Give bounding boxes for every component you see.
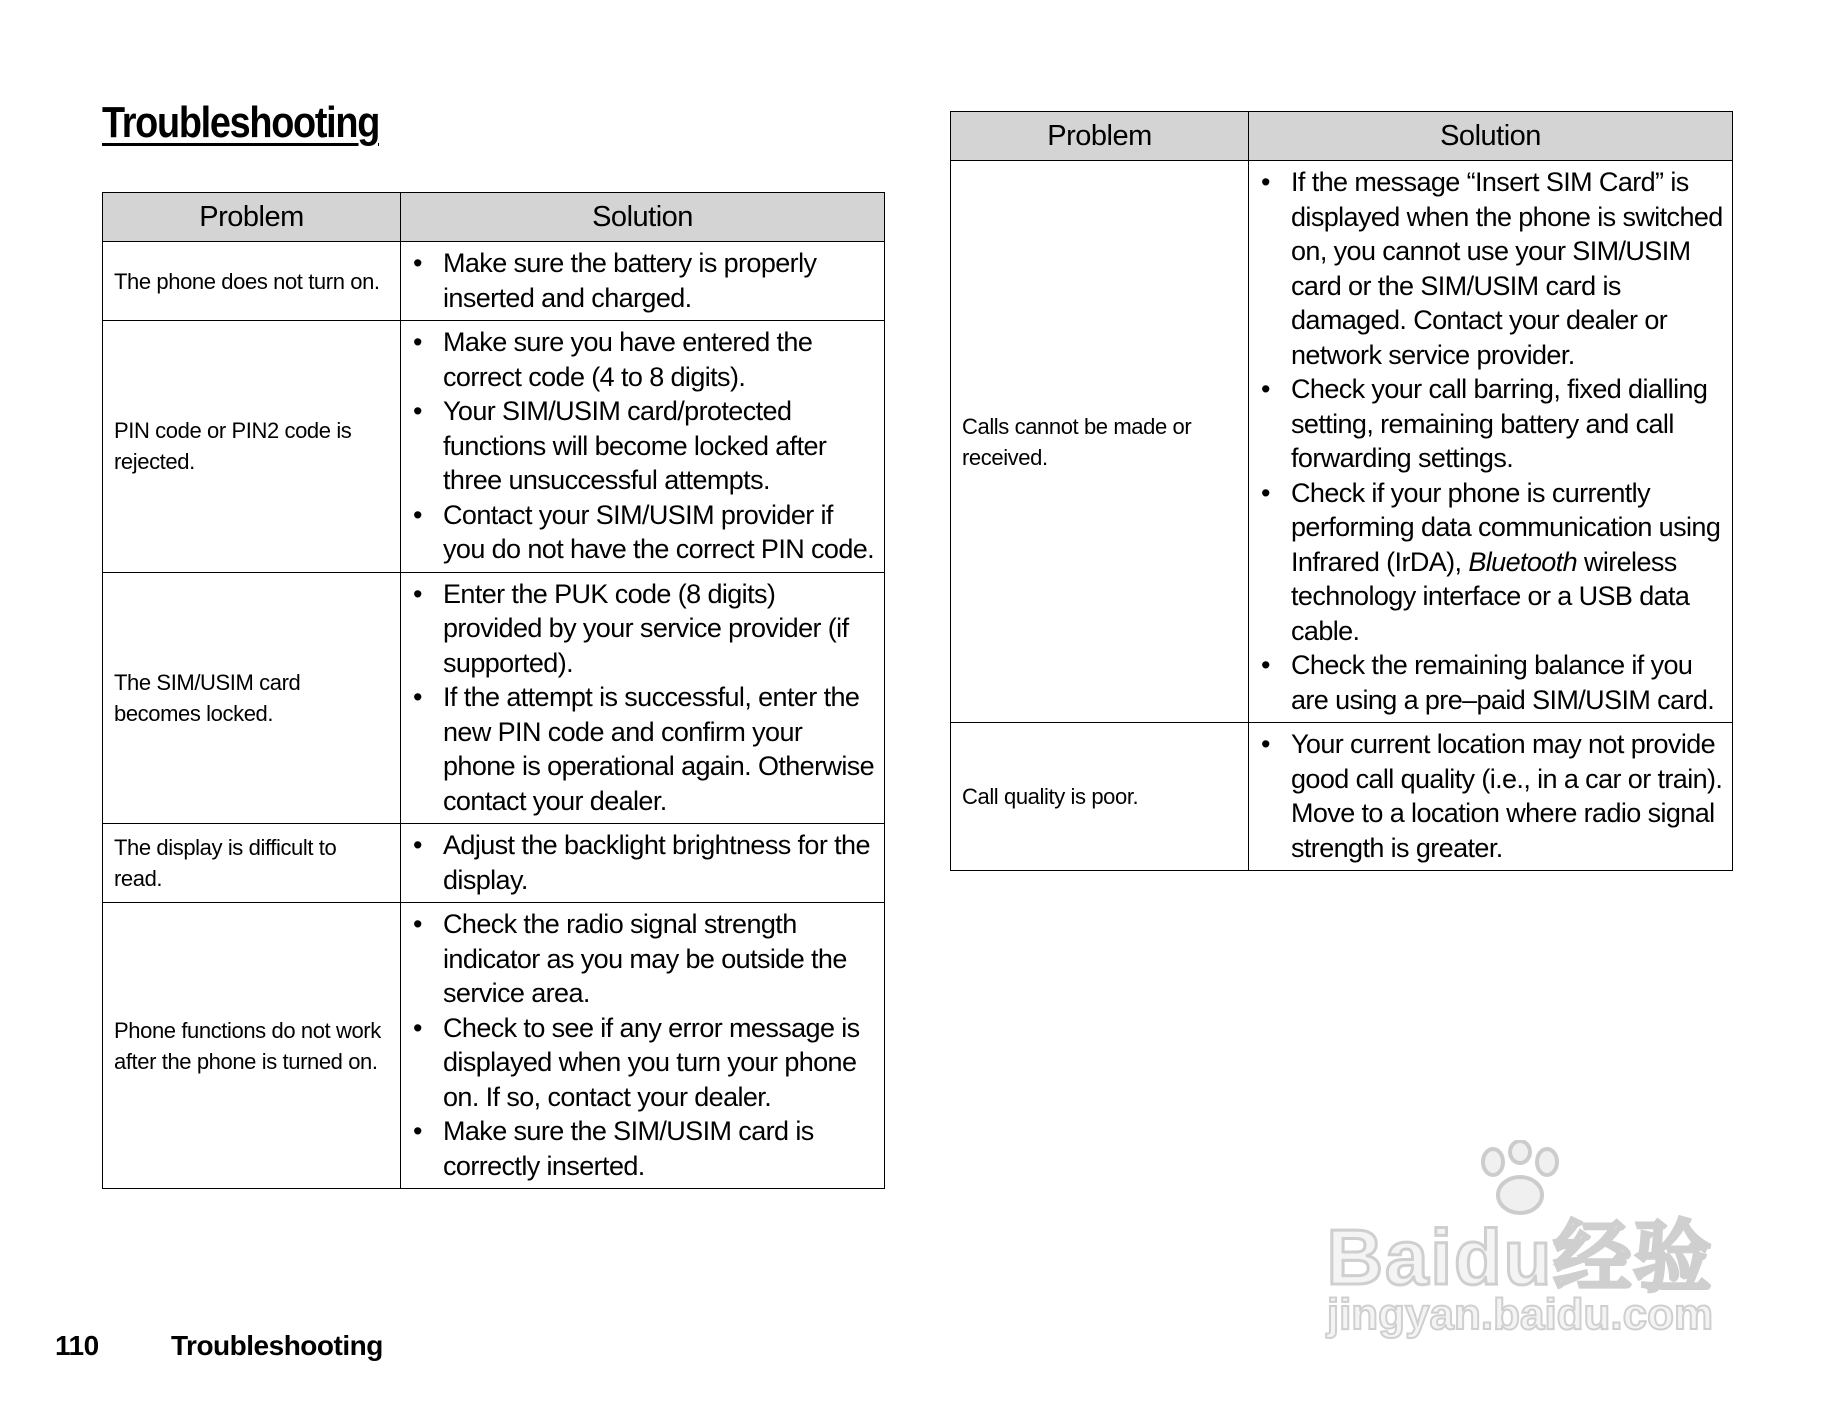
bluetooth-term: Bluetooth	[1468, 546, 1578, 577]
footer-section-title: Troubleshooting	[171, 1330, 383, 1361]
baidu-watermark	[1300, 1140, 1740, 1350]
table-row	[951, 723, 1733, 871]
table-row	[103, 321, 885, 573]
table-row	[103, 242, 885, 321]
problem-cell: Calls cannot be made or received.	[951, 161, 1249, 723]
problem-cell: Call quality is poor.	[951, 723, 1249, 871]
solution-list	[1259, 727, 1724, 865]
solution-item: • Make sure the SIM/USIM card is correctly inserted.	[411, 1114, 876, 1183]
solution-list	[1259, 165, 1724, 717]
watermark-logo-text: Baidu经验	[1326, 1213, 1714, 1301]
problem-cell: Phone functions do not work after the phone is turned on.	[103, 903, 401, 1189]
problem-column-header: Problem	[951, 112, 1249, 161]
solution-cell	[1249, 723, 1733, 871]
solution-cell	[401, 321, 885, 573]
solution-cell	[401, 903, 885, 1189]
solution-list	[411, 828, 876, 897]
table-row	[103, 903, 885, 1189]
problem-cell: PIN code or PIN2 code is rejected.	[103, 321, 401, 573]
solution-cell	[1249, 161, 1733, 723]
solution-item: • If the attempt is successful, enter the new PIN code and confirm your phone is operational again. Otherwise contact your dealer.	[411, 680, 876, 818]
watermark-url: jingyan.baidu.com	[1326, 1290, 1714, 1339]
table-row	[103, 572, 885, 824]
solution-list	[411, 325, 876, 567]
solution-text: wireless technology interface or a USB data cable.	[1291, 546, 1690, 646]
solution-cell	[401, 572, 885, 824]
solution-item-bluetooth	[1259, 476, 1724, 649]
solution-item: • Contact your SIM/USIM provider if you do not have the correct PIN code.	[411, 498, 876, 567]
solution-column-header: Solution	[1249, 112, 1733, 161]
solution-item: • Enter the PUK code (8 digits) provided by your service provider (if supported).	[411, 577, 876, 681]
solution-item: • If the message “Insert SIM Card” is displayed when the phone is switched on, you cannot use your SIM/USIM card or the SIM/USIM card is damaged. Contact your dealer or network service provider.	[1259, 165, 1724, 372]
solution-item: • Check the remaining balance if you are using a pre–paid SIM/USIM card.	[1259, 648, 1724, 717]
table-row	[951, 161, 1733, 723]
solution-item: • Your current location may not provide good call quality (i.e., in a car or train). Move to a location where radio signal strength is greater.	[1259, 727, 1724, 865]
solution-cell	[401, 824, 885, 903]
solution-item: • Your SIM/USIM card/protected functions will become locked after three unsuccessful attempts.	[411, 394, 876, 498]
solution-item: • Check your call barring, fixed dialling setting, remaining battery and call forwarding settings.	[1259, 372, 1724, 476]
solution-cell	[401, 242, 885, 321]
solution-item: • Check to see if any error message is displayed when you turn your phone on. If so, contact your dealer.	[411, 1011, 876, 1115]
table-header-row	[951, 112, 1733, 161]
problem-column-header: Problem	[103, 193, 401, 242]
solution-list	[411, 577, 876, 819]
problem-cell: The display is difficult to read.	[103, 824, 401, 903]
solution-item: • Make sure you have entered the correct code (4 to 8 digits).	[411, 325, 876, 394]
page-number: 110	[55, 1330, 99, 1361]
troubleshooting-table-left	[102, 192, 885, 1189]
table-row	[103, 824, 885, 903]
solution-item: • Check the radio signal strength indicator as you may be outside the service area.	[411, 907, 876, 1011]
solution-list	[411, 907, 876, 1183]
troubleshooting-table-right	[950, 111, 1733, 871]
page-title: Troubleshooting	[102, 98, 380, 147]
problem-cell: The phone does not turn on.	[103, 242, 401, 321]
table-header-row	[103, 193, 885, 242]
problem-cell: The SIM/USIM card becomes locked.	[103, 572, 401, 824]
solution-list	[411, 246, 876, 315]
solution-column-header: Solution	[401, 193, 885, 242]
solution-item: • Adjust the backlight brightness for the display.	[411, 828, 876, 897]
solution-item: • Make sure the battery is properly inserted and charged.	[411, 246, 876, 315]
solution-text: Check if your phone is currently performing data communication using Infrared (IrDA),	[1291, 477, 1721, 577]
